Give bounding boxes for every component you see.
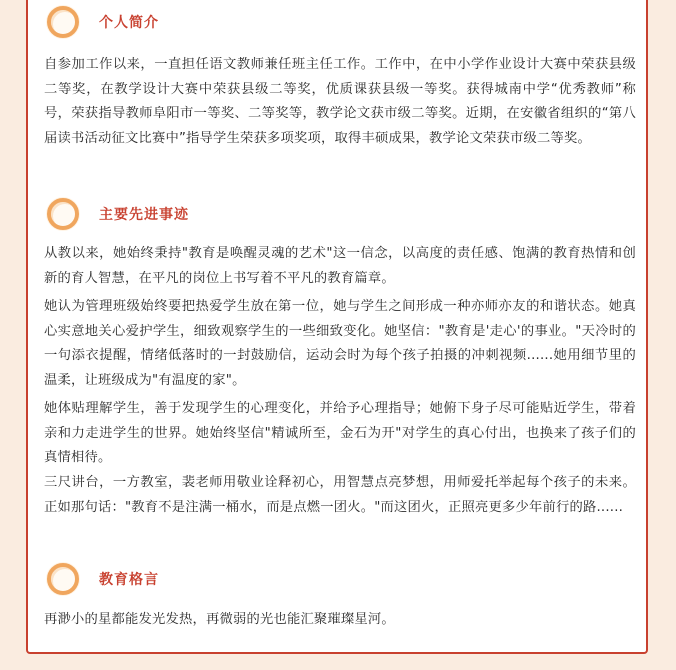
section-title-deeds: 主要先进事迹 bbox=[99, 207, 189, 223]
deeds-paragraph-3: 她体贴理解学生，善于发现学生的心理变化，并给予心理指导；她俯下身子尽可能贴近学生，带着亲和力走进学生的世界。她始终坚信"精诚所至，金石为开"对学生的真心付出，也换来了孩子们的真情相待。 bbox=[44, 401, 636, 465]
intro-paragraph: 自参加工作以来，一直担任语文教师兼任班主任工作。工作中，在中小学作业设计大赛中荣获县级二等奖，在教学设计大赛中荣获县级二等奖，优质课获县级一等奖。获得城南中学“优秀教师”称号，荣获指导教师阜阳市一等奖、二等奖等，教学论文获市级二等奖。近期，在安徽省组织的“第八届读书活动征文比赛中”指导学生荣获多项奖项，取得丰硕成果，教学论文荣获市级二等奖。 bbox=[44, 57, 636, 146]
section-title-intro: 个人简介 bbox=[99, 15, 159, 31]
section-header-deeds bbox=[47, 197, 189, 231]
deeds-paragraph-1: 从教以来，她始终秉持"教育是唤醒灵魂的艺术"这一信念，以高度的责任感、饱满的教育热情和创新的育人智慧，在平凡的岗位上书写着不平凡的教育篇章。 bbox=[44, 246, 636, 286]
section-header-intro bbox=[47, 5, 159, 39]
section-header-motto bbox=[47, 562, 159, 596]
ring-icon bbox=[47, 198, 79, 230]
deeds-paragraph-4: 三尺讲台，一方教室，裴老师用敬业诠释初心，用智慧点亮梦想，用师爱托举起每个孩子的未来。正如那句话："教育不是注满一桶水，而是点燃一团火。"而这团火，正照亮更多少年前行的路...... bbox=[44, 475, 636, 515]
ring-icon bbox=[47, 563, 79, 595]
section-title-motto: 教育格言 bbox=[99, 572, 159, 588]
motto-paragraph: 再渺小的星都能发光发热，再微弱的光也能汇聚璀璨星河。 bbox=[44, 612, 395, 627]
ring-icon bbox=[47, 6, 79, 38]
deeds-paragraph-2: 她认为管理班级始终要把热爱学生放在第一位，她与学生之间形成一种亦师亦友的和谐状态。她真心实意地关心爱护学生，细致观察学生的一些细致变化。她坚信："教育是'走心'的事业。"天冷时的一句添衣提醒，情绪低落时的一封鼓励信，运动会时为每个孩子拍摄的冲刺视频......她用细节里的温柔，让班级成为"有温度的家"。 bbox=[44, 299, 636, 388]
